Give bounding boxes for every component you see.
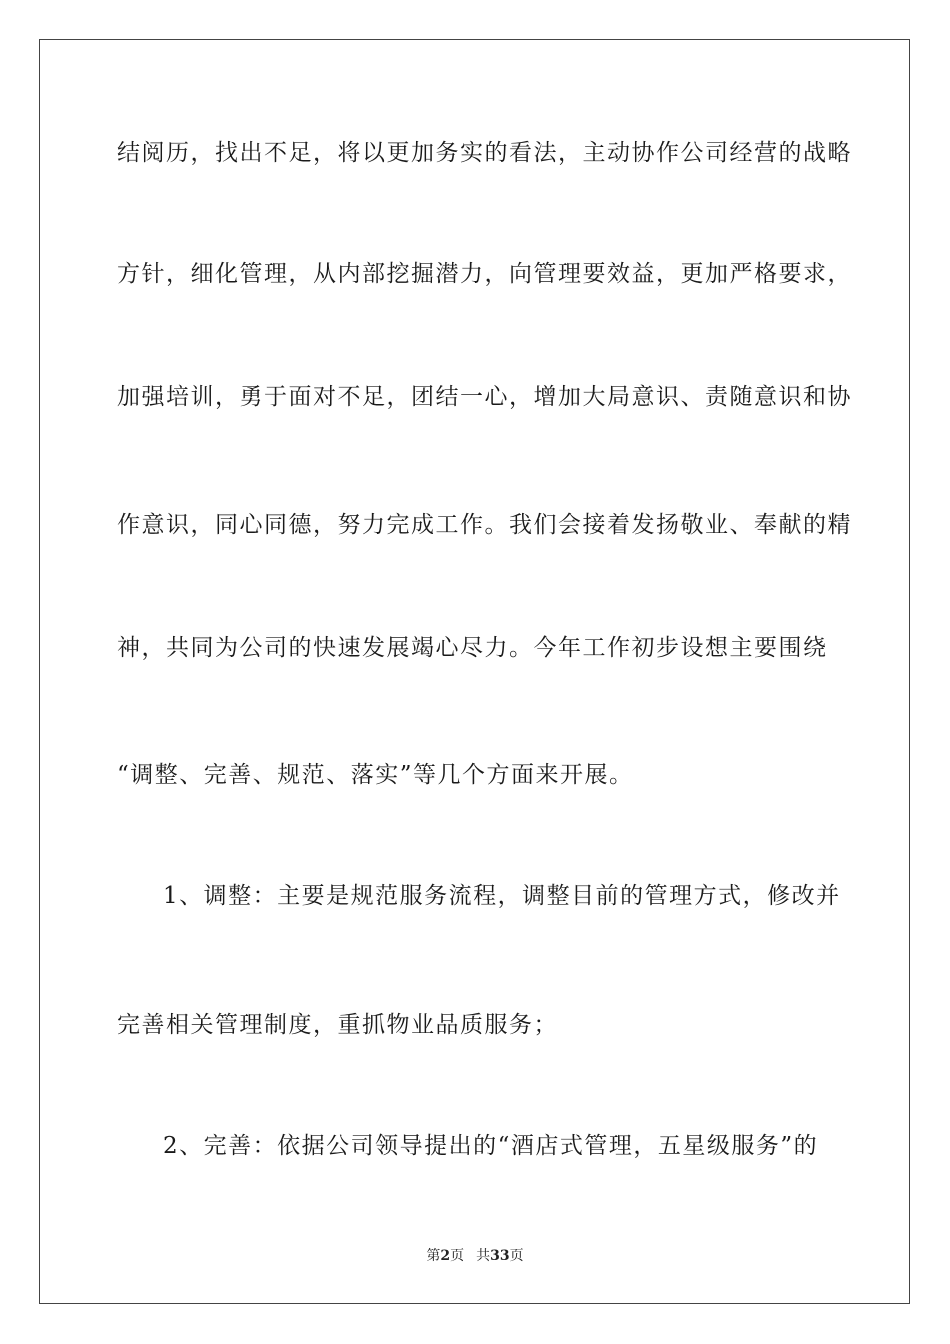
page-prefix: 第 xyxy=(426,1248,441,1264)
total-prefix: 共 xyxy=(476,1248,491,1264)
body-text-line-1: 结阅历，找出不足，将以更加务实的看法，主动协作公司经营的战略 xyxy=(117,140,852,166)
body-text-line-8: 完善相关管理制度，重抓物业品质服务； xyxy=(117,1012,558,1038)
body-text-line-4: 作意识，同心同德，努力完成工作。我们会接着发扬敬业、奉献的精 xyxy=(117,512,852,538)
body-text-line-5: 神，共同为公司的快速发展竭心尽力。今年工作初步设想主要围绕 xyxy=(117,635,828,661)
page-suffix: 页 xyxy=(450,1248,465,1264)
body-text-line-7: 1、调整：主要是规范服务流程，调整目前的管理方式，修改并 xyxy=(163,883,841,909)
body-text-line-2: 方针，细化管理，从内部挖掘潜力，向管理要效益，更加严格要求， xyxy=(117,261,852,287)
body-text-line-6: “调整、完善、规范、落实”等几个方面来开展。 xyxy=(117,762,634,788)
total-pages: 33 xyxy=(490,1248,510,1264)
body-text-line-9: 2、完善：依据公司领导提出的“酒店式管理，五星级服务”的 xyxy=(163,1133,819,1159)
body-text-line-3: 加强培训，勇于面对不足，团结一心，增加大局意识、责随意识和协 xyxy=(117,384,852,410)
page-footer xyxy=(0,1247,950,1265)
page-border xyxy=(39,39,910,1304)
page-number: 2 xyxy=(440,1248,451,1264)
total-suffix: 页 xyxy=(509,1248,524,1264)
